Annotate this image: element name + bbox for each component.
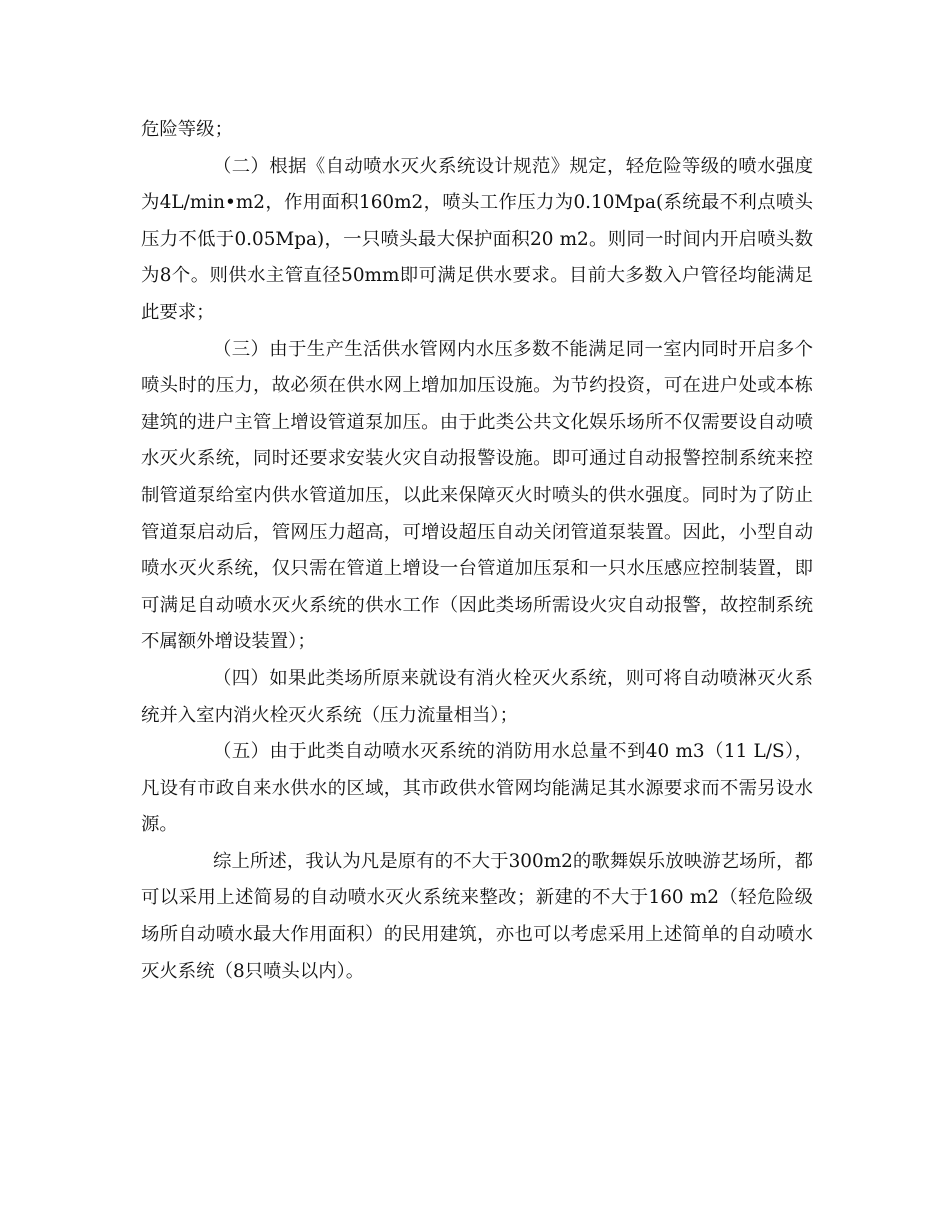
document-body bbox=[141, 112, 813, 990]
paragraph-4-hydrant-system: （四）如果此类场所原来就设有消火栓灭火系统，则可将自动喷淋灭火系统并入室内消火栓灭火系统（压力流量相当）； bbox=[141, 667, 813, 726]
paragraph-conclusion: 综上所述，我认为凡是原有的不大于300m2的歌舞娱乐放映游艺场所，都可以采用上述简易的自动喷水灭火系统来整改；新建的不大于160 m2（轻危险级场所自动喷水最大作用面积）的民用建筑，亦也可以考虑采用上述简单的自动喷水灭火系统（8只喷头以内）。 bbox=[141, 850, 813, 982]
paragraph-3-pressure-pump: （三）由于生产生活供水管网内水压多数不能满足同一室内同时开启多个喷头时的压力，故必须在供水网上增加加压设施。为节约投资，可在进户处或本栋建筑的进户主管上增设管道泵加压。由于此类公共文化娱乐场所不仅需要设自动喷水灭火系统，同时还要求安装火灾自动报警设施。即可通过自动报警控制系统来控制管道泵给室内供水管道加压，以此来保障灭火时喷头的供水强度。同时为了防止管道泵启动后，管网压力超高，可增设超压自动关闭管道泵装置。因此，小型自动喷水灭火系统，仅只需在管道上增设一台管道加压泵和一只水压感应控制装置，即可满足自动喷水灭火系统的供水工作（因此类场所需设火灾自动报警，故控制系统不属额外增设装置）； bbox=[141, 338, 813, 653]
paragraph-2-spray-intensity: （二）根据《自动喷水灭火系统设计规范》规定，轻危险等级的喷水强度为4L/min•m2，作用面积160m2，喷头工作压力为0.10Mpa(系统最不利点喷头压力不低于0.05Mpa)，一只喷头最大保护面积20 m2。则同一时间内开启喷头数为8个。则供水主管直径50mm即可满足供水要求。目前大多数入户管径均能满足此要求； bbox=[141, 155, 813, 323]
paragraph-5-water-supply: （五）由于此类自动喷水灭系统的消防用水总量不到40 m3（11 L/S），凡设有市政自来水供水的区域，其市政供水管网均能满足其水源要求而不需另设水源。 bbox=[141, 741, 813, 836]
paragraph-hazard-level-continued: 危险等级； bbox=[141, 119, 233, 140]
